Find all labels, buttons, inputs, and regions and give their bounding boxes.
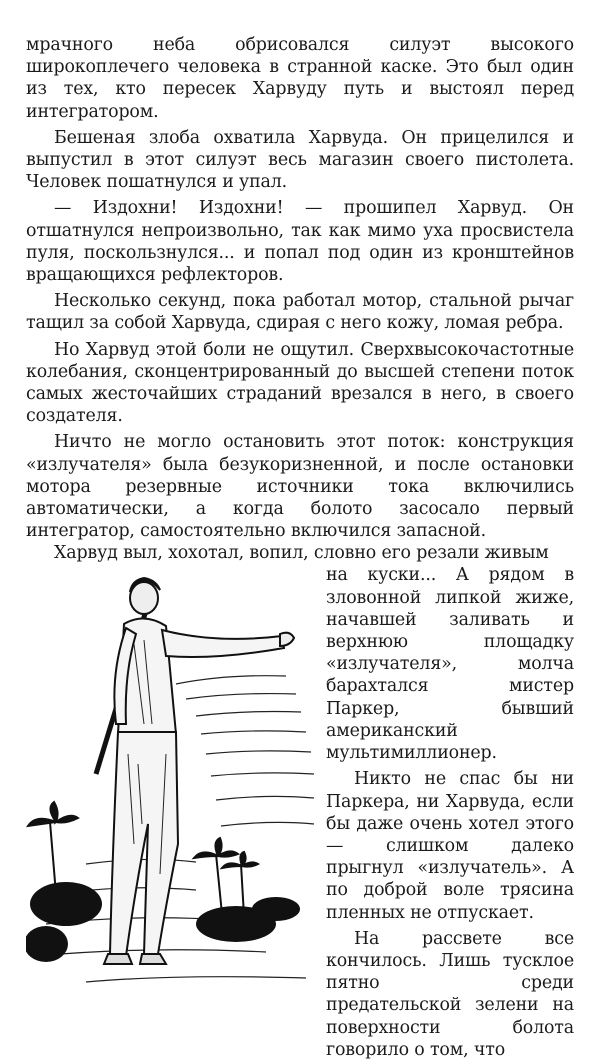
paragraph-8: Никто не спас бы ни Паркера, ни Харвуда, если бы даже очень хотел этого — слишком далеко прыгнул «излучатель». А по доброй воле трясина пленных не отпускает.: [326, 769, 574, 923]
paragraph-7-first-line: Харвуд выл, хохотал, вопил, словно его резали живым: [54, 543, 549, 564]
paragraph-5: Но Харвуд этой боли не ощутил. Сверхвысокочастотные колебания, сконцентрированный до высшей степени поток самых жесточайших страданий врезался в него, в своего создателя.: [26, 339, 574, 427]
paragraph-7-rest: на куски... А рядом в зловонной липкой жиже, начавшей заливать и верхнюю площадку «излучателя», молча барахтался мистер Паркер, бывший американский мультимиллионер.: [326, 565, 574, 764]
paragraph-1: мрачного неба обрисовался силуэт высокого широкоплечего человека в странной каске. Это был один из тех, кто пересек Харвуду путь и выстоял перед интегратором.: [26, 35, 574, 122]
paragraph-4: Несколько секунд, пока работал мотор, стальной рычаг тащил за собой Харвуда, сдирая с него кожу, ломая ребра.: [26, 291, 574, 334]
paragraph-2: Бешеная злоба охватила Харвуда. Он прицелился и выпустил в этот силуэт весь магазин своего пистолета. Человек пошатнулся и упал.: [26, 127, 574, 193]
book-page: [26, 34, 574, 1060]
right-column-text: [326, 564, 574, 1060]
paragraph-6: Ничто не могло остановить этот поток: конструкция «излучателя» была безукоризненной, и после остановки мотора резервные источники тока включились автоматически, а когда болото засосало первый интегратор, самостоятельно включился запасной.: [26, 432, 574, 542]
illustrated-section: [26, 542, 574, 1060]
paragraph-3: — Издохни! Издохни! — прошипел Харвуд. Он отшатнулся непроизвольно, так как мимо уха просвистела пуля, поскользнулся... и попал под один из кронштейнов вращающихся рефлекторов.: [26, 198, 574, 286]
text-block-top: [26, 34, 574, 542]
paragraph-9: На рассвете все кончилось. Лишь тусклое пятно среди предательской зелени на поверхности болота говорило о том, что: [326, 928, 574, 1060]
illustration-man-in-swamp: [26, 564, 318, 992]
